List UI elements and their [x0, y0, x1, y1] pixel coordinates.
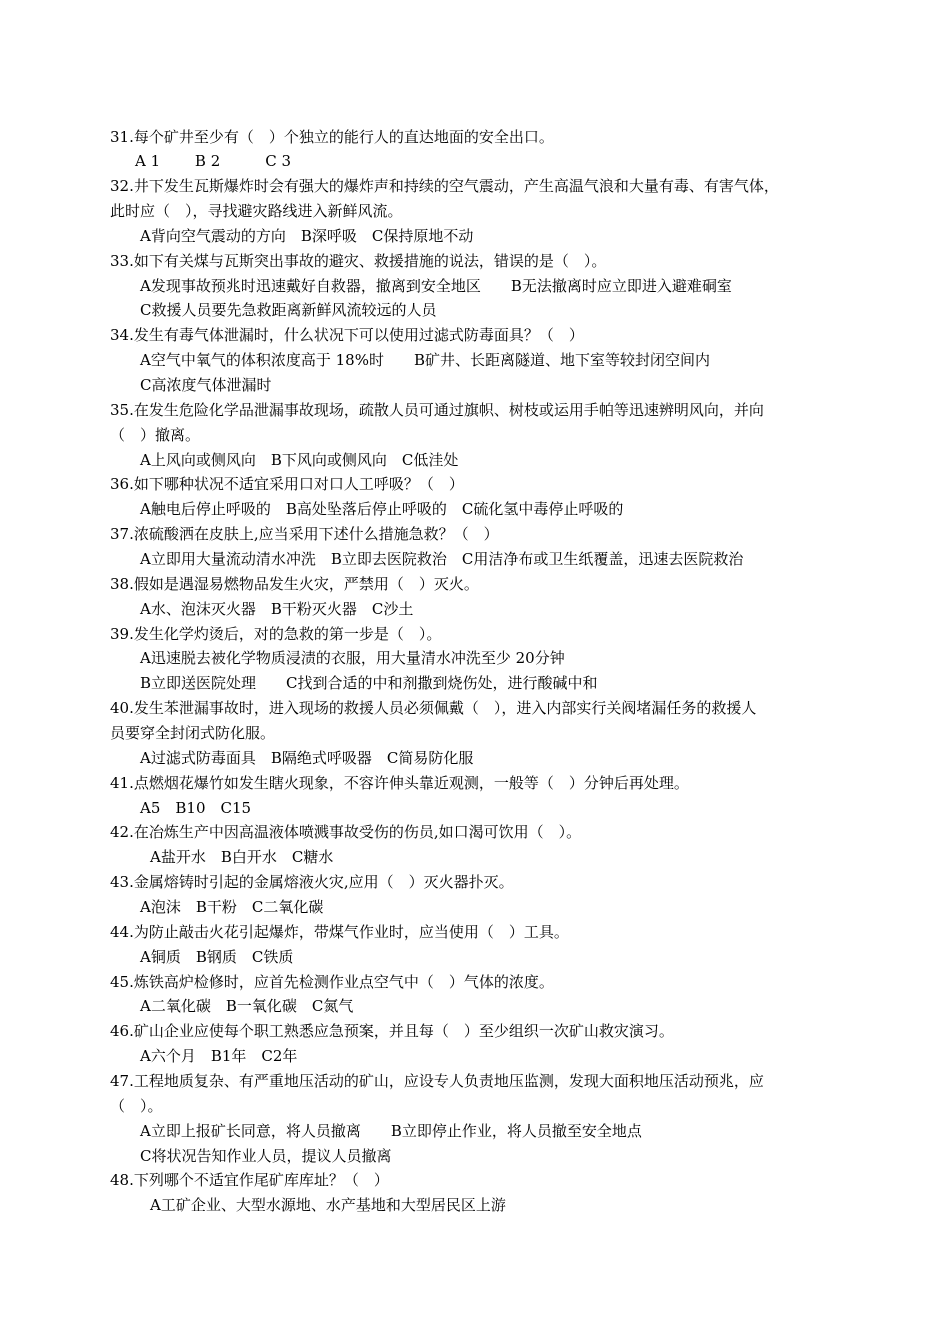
text-line: A 1 B 2 C 3: [135, 152, 292, 170]
text-line: 38.假如是遇湿易燃物品发生火灾，严禁用（ ）灭火。: [110, 575, 479, 593]
text-line: A上风向或侧风向 B下风向或侧风向 C低洼处: [140, 451, 459, 469]
text-line: A发现事故预兆时迅速戴好自救器，撤离到安全地区 B无法撤离时应立即进入避难硐室: [140, 277, 732, 295]
text-line: A空气中氧气的体积浓度高于 18%时 B矿井、长距离隧道、地下室等较封闭空间内: [140, 351, 710, 369]
text-line: 47.工程地质复杂、有严重地压活动的矿山，应设专人负责地压监测，发现大面积地压活动预兆，应: [110, 1072, 764, 1090]
text-line: C高浓度气体泄漏时: [140, 376, 272, 394]
text-line: 41.点燃烟花爆竹如发生瞎火现象，不容许伸头靠近观测，一般等（ ）分钟后再处理。: [110, 774, 689, 792]
text-line: A水、泡沫灭火器 B干粉灭火器 C沙土: [140, 600, 414, 618]
text-line: 43.金属熔铸时引起的金属熔液火灾,应用（ ）灭火器扑灭。: [110, 873, 514, 891]
text-line: 34.发生有毒气体泄漏时，什么状况下可以使用过滤式防毒面具？（ ）: [110, 326, 584, 344]
text-line: A迅速脱去被化学物质浸渍的衣服，用大量清水冲洗至少 20分钟: [140, 649, 565, 667]
text-line: 42.在冶炼生产中因高温液体喷溅事故受伤的伤员,如口渴可饮用（ ）。: [110, 823, 582, 841]
text-line: （ ）撤离。: [110, 426, 201, 444]
text-line: A5 B10 C15: [140, 799, 252, 817]
text-line: B立即送医院处理 C找到合适的中和剂撒到烧伤处，进行酸碱中和: [140, 674, 598, 692]
text-line: 39.发生化学灼烫后，对的急救的第一步是（ ）。: [110, 625, 442, 643]
text-line: A六个月 B1年 C2年: [140, 1047, 298, 1065]
text-line: 33.如下有关煤与瓦斯突出事故的避灾、救援措施的说法，错误的是（ ）。: [110, 252, 607, 270]
text-line: A背向空气震动的方向 B深呼吸 C保持原地不动: [140, 227, 474, 245]
text-line: 45.炼铁高炉检修时，应首先检测作业点空气中（ ）气体的浓度。: [110, 973, 554, 991]
text-line: 40.发生苯泄漏事故时，进入现场的救援人员必须佩戴（ ），进入内部实行关阀堵漏任务的救援人: [110, 699, 757, 717]
text-line: 46.矿山企业应使每个职工熟悉应急预案，并且每（ ）至少组织一次矿山救灾演习。: [110, 1022, 674, 1040]
text-line: A工矿企业、大型水源地、水产基地和大型居民区上游: [150, 1196, 506, 1214]
text-line: 32.井下发生瓦斯爆炸时会有强大的爆炸声和持续的空气震动，产生高温气浪和大量有毒、有害气体，: [110, 177, 779, 195]
text-line: A泡沫 B干粉 C二氧化碳: [140, 898, 324, 916]
text-line: A立即用大量流动清水冲洗 B立即去医院救治 C用洁净布或卫生纸覆盖，迅速去医院救治: [140, 550, 744, 568]
text-line: 37.浓硫酸洒在皮肤上,应当采用下述什么措施急救？（ ）: [110, 525, 499, 543]
text-line: A过滤式防毒面具 B隔绝式呼吸器 C简易防化服: [140, 749, 474, 767]
text-line: 员要穿全封闭式防化服。: [110, 724, 276, 742]
text-line: C将状况告知作业人员，提议人员撤离: [140, 1147, 392, 1165]
text-line: A盐开水 B白开水 C糖水: [150, 848, 334, 866]
text-line: A立即上报矿长同意，将人员撤离 B立即停止作业，将人员撤至安全地点: [140, 1122, 642, 1140]
text-line: 此时应（ ），寻找避灾路线进入新鲜风流。: [110, 202, 403, 220]
text-line: 36.如下哪种状况不适宜采用口对口人工呼吸？（ ）: [110, 475, 464, 493]
text-line: 31.每个矿井至少有（ ）个独立的能行人的直达地面的安全出口。: [110, 128, 554, 146]
text-line: 48.下列哪个不适宜作尾矿库库址？（ ）: [110, 1171, 389, 1189]
text-line: A铜质 B钢质 C铁质: [140, 948, 294, 966]
text-line: A触电后停止呼吸的 B高处坠落后停止呼吸的 C硫化氢中毒停止呼吸的: [140, 500, 624, 518]
text-line: 35.在发生危险化学品泄漏事故现场，疏散人员可通过旗帜、树枝或运用手帕等迅速辨明风向，并向: [110, 401, 764, 419]
text-line: 44.为防止敲击火花引起爆炸，带煤气作业时，应当使用（ ）工具。: [110, 923, 569, 941]
text-line: （ ）。: [110, 1097, 163, 1115]
text-line: C救援人员要先急救距离新鲜风流较远的人员: [140, 301, 437, 319]
text-line: A二氧化碳 B一氧化碳 C氮气: [140, 997, 354, 1015]
